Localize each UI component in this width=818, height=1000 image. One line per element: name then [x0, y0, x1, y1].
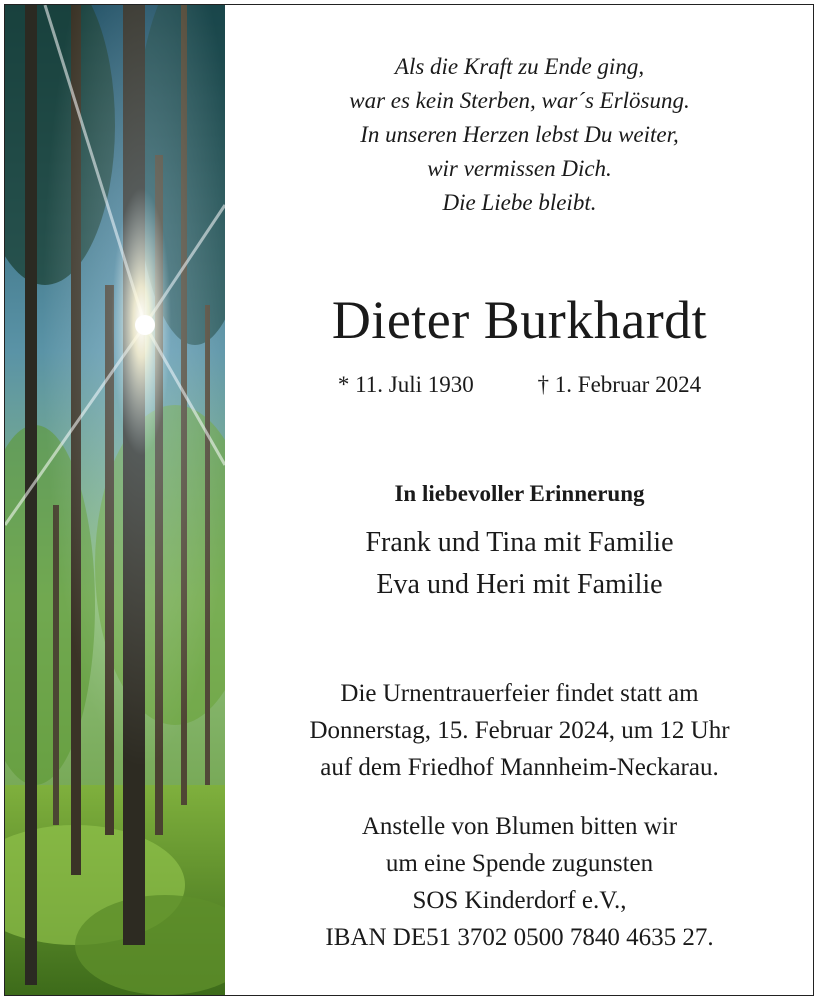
- life-dates: [225, 370, 814, 400]
- poem-line: wir vermissen Dich.: [427, 156, 612, 181]
- remembrance-heading: In liebevoller Erinnerung: [394, 481, 645, 506]
- donation-line: SOS Kinderdorf e.V.,: [412, 887, 627, 914]
- forest-photo: [5, 5, 225, 995]
- ceremony-line: Donnerstag, 15. Februar 2024, um 12 Uhr: [309, 717, 730, 744]
- ceremony-line: auf dem Friedhof Mannheim-Neckarau.: [320, 754, 719, 781]
- mourner-line: Frank und Tina mit Familie: [365, 527, 674, 558]
- forest-illustration: [5, 5, 225, 995]
- ceremony-info: [225, 675, 814, 786]
- donation-info: [225, 808, 814, 956]
- donation-line: um eine Spende zugunsten: [385, 850, 654, 877]
- death-date: † 1. Februar 2024: [537, 372, 702, 397]
- poem-line: Als die Kraft zu Ende ging,: [394, 54, 645, 79]
- poem-line: In unseren Herzen lebst Du weiter,: [360, 122, 679, 147]
- poem-line: Die Liebe bleibt.: [442, 190, 597, 215]
- poem-line: war es kein Sterben, war´s Erlösung.: [349, 88, 690, 113]
- donation-line: Anstelle von Blumen bitten wir: [361, 813, 678, 840]
- donation-iban: IBAN DE51 3702 0500 7840 4635 27.: [325, 924, 714, 951]
- mourners-list: [225, 522, 814, 606]
- birth-date: * 11. Juli 1930: [337, 372, 474, 397]
- notice-text: [225, 5, 814, 995]
- poem: [225, 50, 814, 220]
- ceremony-line: Die Urnentrauerfeier findet statt am: [340, 680, 699, 707]
- mourner-line: Eva und Heri mit Familie: [376, 569, 663, 600]
- deceased-name: Dieter Burkhardt: [331, 290, 708, 350]
